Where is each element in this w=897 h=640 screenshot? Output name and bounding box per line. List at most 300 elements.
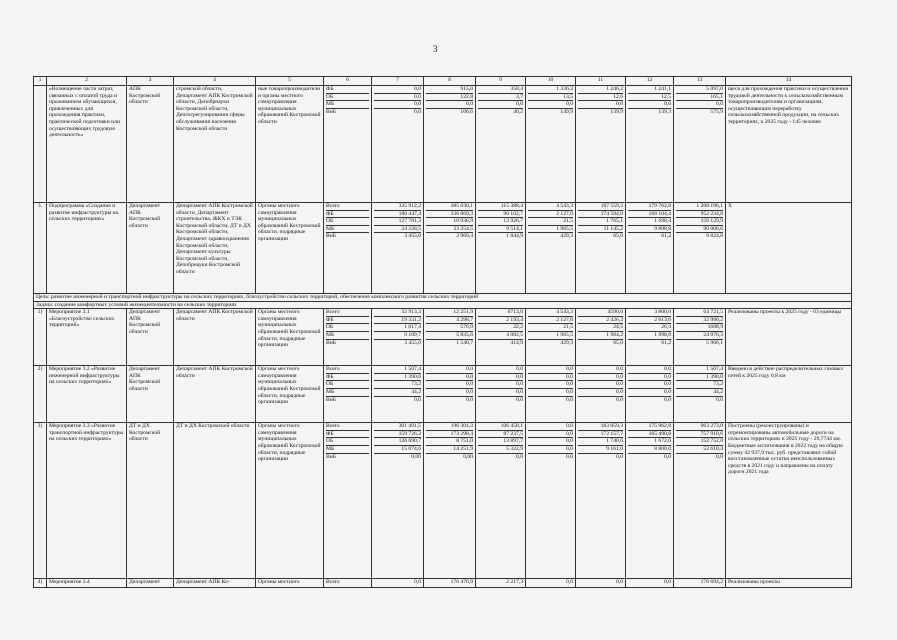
amount-col-13-line: 1 507,4 (676, 366, 723, 374)
amount-col-9-line: 2 193,4 (478, 317, 523, 325)
amount-col-10-line: 0,0 (528, 438, 573, 446)
amount-col-11-line: 65,0 (613, 233, 623, 240)
funding-source (324, 86, 372, 203)
amount-col-13-line: 575,9 (710, 108, 723, 115)
amount-col-11 (576, 366, 626, 423)
row-number: 2) (34, 366, 47, 423)
amount-col-9-line: 115 388,4 (478, 203, 523, 211)
amount-col-10-line: 429,3 (560, 233, 573, 240)
amount-col-12-line: 179 762,8 (628, 203, 671, 211)
amount-col-9 (476, 366, 526, 423)
column-number-cell: 3 (127, 77, 174, 86)
funding-source-line: ВнБ (326, 396, 336, 403)
amount-col-7-line: 19 331,2 (374, 317, 421, 325)
expected-result: Х (726, 203, 852, 294)
amount-col-7-line: 1 507,4 (374, 366, 421, 374)
amount-col-8-line: 173 298,4 (426, 431, 473, 439)
amount-col-13-line: 1688,9 (676, 324, 723, 332)
participants: Органы местного (256, 579, 324, 588)
amount-col-11-line: 0,0 (616, 579, 623, 586)
amount-col-8 (424, 86, 476, 203)
row-number: 1) (34, 309, 47, 366)
amount-col-13 (674, 203, 726, 294)
amount-col-8-line: 5 835,6 (426, 332, 473, 340)
amount-col-10 (526, 203, 576, 294)
amount-col-12-line: 61,2 (661, 233, 671, 240)
funding-source-line: Всего (326, 203, 369, 211)
amount-col-12-line: 0,0 (664, 396, 671, 403)
participants: Органы местного самоуправления муниципальных образований Костромской области, подрядные организации (256, 203, 324, 294)
amount-col-12-line: 0,0 (628, 381, 671, 389)
page-number: 3 (433, 44, 438, 54)
amount-col-11-line: 9 161,0 (578, 446, 623, 454)
amount-col-13-line: 44,2 (676, 389, 723, 397)
measure-name: Мероприятие 3.1 «Благоустройство сельских территорий» (47, 309, 127, 366)
amount-col-10-line: 1 965,5 (528, 332, 573, 340)
funding-source-line: МБ (326, 332, 369, 340)
measure-row (34, 579, 852, 588)
amount-col-12-line: 139,3 (658, 108, 671, 115)
amount-col-10-line: 0,0 (528, 374, 573, 382)
funding-source (324, 309, 372, 366)
funding-source-line: Всего (326, 579, 340, 586)
funding-source-line: МБ (326, 446, 369, 454)
responsible-executor: Департамент (127, 579, 174, 588)
amount-col-11 (576, 86, 626, 203)
amount-col-8-line: 122,8 (426, 94, 473, 102)
amount-col-8-line: 12 251,9 (426, 309, 473, 317)
amount-col-9-line: 13 897,7 (478, 438, 523, 446)
amount-col-9-line: 0,0 (478, 389, 523, 397)
participants: ные товаропроизводители и органы местного самоуправления муниципальных образований Костромской области (256, 86, 324, 203)
amount-col-9-line: 1 844,9 (506, 233, 523, 240)
column-number-cell: 8 (424, 77, 476, 86)
amount-col-12-line: 1 098,8 (628, 332, 671, 340)
funding-source-line: Всего (326, 366, 369, 374)
column-number-cell: 2 (47, 77, 127, 86)
column-number-cell: 14 (726, 77, 852, 86)
amount-col-8-line: 915,0 (426, 86, 473, 94)
amount-col-7-line: 0,00 (411, 453, 421, 460)
amount-col-8-line: 336 869,3 (426, 211, 473, 219)
expected-result: Построены (реконструированы) и отремонтированы автомобильные дороги на сельских территориях к 2025 году - 29,7744 км. Бюджетные ассигнования в 2022 году на общую сумму 42 937,9 тыс. руб. представляют собой восстановленные остатки неиспользованных средств в 2021 году и направлены на оплату дороги 2021 года (726, 423, 852, 579)
amount-col-13-line: 0,0 (676, 101, 723, 109)
co-executors: ДТ и ДХ Костромской области (174, 423, 256, 579)
amount-col-9-line: 358,4 (478, 86, 523, 94)
amount-col-13-line: 24 076,3 (676, 332, 723, 340)
amount-col-8-line: 14 251,9 (426, 446, 473, 454)
funding-source (324, 579, 372, 588)
amount-col-11-line: 187 559,3 (578, 203, 623, 211)
amount-col-11-line: 174 584,0 (578, 211, 623, 219)
amount-col-11-line: 183 059,3 (578, 423, 623, 431)
amount-col-9-line: 0,0 (478, 366, 523, 374)
amount-col-10-line: 4 543,3 (528, 309, 573, 317)
amount-col-12-line: 3 800,0 (628, 309, 671, 317)
amount-col-11 (576, 579, 626, 588)
funding-source-line: ВнБ (326, 453, 336, 460)
column-number-cell: 6 (324, 77, 372, 86)
amount-col-7-line: 15 074,6 (374, 446, 421, 454)
amount-col-11-line: 1 246,2 (578, 86, 623, 94)
amount-col-7-line: 9 109,7 (374, 332, 421, 340)
amount-col-8 (424, 203, 476, 294)
amount-col-12-line: 61,2 (661, 339, 671, 346)
column-number-cell: 7 (372, 77, 424, 86)
row-number (34, 86, 47, 203)
co-executors: Департамент АПК Костромской области (174, 309, 256, 366)
amount-col-8-line: 106,6 (460, 108, 473, 115)
amount-col-7-line: 32 913,3 (374, 309, 421, 317)
amount-col-13-line: 5 097,0 (676, 86, 723, 94)
amount-col-10-line: 0,0 (528, 431, 573, 439)
amount-col-10 (526, 423, 576, 579)
participants: Органы местного самоуправления муниципальных образований Костромской области, подрядные организации (256, 423, 324, 579)
amount-col-11-line: 12,6 (578, 94, 623, 102)
amount-col-13-line: 1 208 196,1 (676, 203, 723, 211)
amount-col-7-line: 24 228,5 (374, 226, 421, 234)
funding-source (324, 203, 372, 294)
funding-source-line: ОБ (326, 94, 369, 102)
amount-col-10-line: 2 127,0 (528, 317, 573, 325)
amount-col-7-line: 0,0 (374, 101, 421, 109)
amount-col-12 (626, 86, 674, 203)
amount-col-10-line: 0,0 (528, 101, 573, 109)
amount-col-9-line: 0,0 (478, 374, 523, 382)
amount-col-11-line: 2 426,3 (578, 317, 623, 325)
amount-col-11 (576, 203, 626, 294)
amount-col-12-line: 2 613,6 (628, 317, 671, 325)
amount-col-8-line: 4 298,7 (426, 317, 473, 325)
amount-col-7 (372, 309, 424, 366)
column-number-cell: 12 (626, 77, 674, 86)
amount-col-12-line: 175 962,8 (628, 423, 671, 431)
measure-name: Подпрограмма «Создание и развитие инфраструктуры на сельских территориях» (47, 203, 127, 294)
amount-col-13-line: 5 966,1 (706, 339, 723, 346)
amount-col-11 (576, 309, 626, 366)
amount-col-8-line: 196 301,3 (426, 423, 473, 431)
amount-col-7-line: 180 447,4 (374, 211, 421, 219)
column-number-cell: 9 (476, 77, 526, 86)
measure-row (34, 366, 852, 423)
program-row (34, 203, 852, 294)
amount-col-9-line: 5 322,9 (478, 446, 523, 454)
amount-col-10-line: 0,0 (566, 396, 573, 403)
amount-col-9-line: 87 237,5 (478, 431, 523, 439)
amount-col-8-line: 0,0 (426, 374, 473, 382)
amount-col-12-line: 0,0 (664, 453, 671, 460)
amount-col-8-line: 0,0 (426, 381, 473, 389)
funding-source-line: ВнБ (326, 233, 336, 240)
amount-col-11-line: 139,9 (610, 108, 623, 115)
amount-col-10-line: 149,9 (560, 108, 573, 115)
amount-col-10-line: 21,5 (528, 324, 573, 332)
amount-col-12-line: 0,0 (628, 389, 671, 397)
funding-source (324, 366, 372, 423)
amount-col-8-line: 0,0 (466, 396, 473, 403)
amount-col-11-line: 65,0 (613, 339, 623, 346)
amount-col-7-line: 73,2 (374, 381, 421, 389)
amount-col-8 (424, 423, 476, 579)
amount-col-10 (526, 579, 576, 588)
amount-col-13-line: 90 006,6 (676, 226, 723, 234)
amount-col-9 (476, 86, 526, 203)
amount-col-7-line: 1 390,0 (374, 374, 421, 382)
amount-col-12 (626, 366, 674, 423)
column-number-cell: 11 (576, 77, 626, 86)
amount-col-7-line: 0,0 (374, 94, 421, 102)
amount-col-8 (424, 309, 476, 366)
amount-col-10-line: 0,0 (566, 579, 573, 586)
amount-col-7 (372, 203, 424, 294)
amount-col-13-line: 52 610,4 (676, 446, 723, 454)
column-number-cell: 10 (526, 77, 576, 86)
column-number-cell: 5 (256, 77, 324, 86)
amount-col-7-line: 301 491,5 (374, 423, 421, 431)
expected-result: Реализованы проекты (726, 579, 852, 588)
amount-col-13-line: 9 824,8 (706, 233, 723, 240)
amount-col-7-line: 0,0 (374, 86, 421, 94)
row-number: 3. (34, 203, 47, 294)
amount-col-13-line: 64 721,5 (676, 309, 723, 317)
amount-col-8 (424, 366, 476, 423)
task-row (34, 301, 852, 309)
amount-col-10-line: 0,0 (528, 389, 573, 397)
amount-col-12-line: 165 490,8 (628, 431, 671, 439)
amount-col-11-line: 0,0 (578, 101, 623, 109)
amount-col-9-line: 40,2 (513, 108, 523, 115)
amount-col-11-line: 24,5 (578, 324, 623, 332)
funding-source-line: ОБ (326, 324, 369, 332)
amount-col-7-line: 159 726,2 (374, 431, 421, 439)
amount-col-8-line: 10 936,9 (426, 218, 473, 226)
amount-col-13-line: 757 910,6 (676, 431, 723, 439)
funding-source-line: ФБ (326, 374, 369, 382)
measure-name: Мероприятие 3.2 «Развитие инженерной инфраструктуры на сельских территориях» (47, 366, 127, 423)
amount-col-12-line: 0,0 (628, 366, 671, 374)
amount-col-12-line: 1 672,0 (628, 438, 671, 446)
amount-col-9 (476, 579, 526, 588)
amount-col-13-line: 0,0 (716, 453, 723, 460)
co-executors: Департамент АПК Ко- (174, 579, 256, 588)
amount-col-13-line: 73,2 (676, 381, 723, 389)
amount-col-13-line: 165,1 (676, 94, 723, 102)
amount-col-13-line: 156 129,9 (676, 218, 723, 226)
amount-col-7-line: 1 017,4 (374, 324, 421, 332)
amount-col-7-line: 126 690,7 (374, 438, 421, 446)
co-executors: Департамент АПК Костромской области, Департамент строительства, ЖКХ и ТЭК Костромской области, ДТ и ДХ Костромской области, Департамент здравоохранения Костромской области, Департамент культуры Костромской области, Депобрнауки Костромской области (174, 203, 256, 294)
participants: Органы местного самоуправления муниципальных образований Костромской области, подрядные организации (256, 366, 324, 423)
amount-col-9-line: 4 082,5 (478, 332, 523, 340)
amount-col-13 (674, 309, 726, 366)
amount-col-12 (626, 579, 674, 588)
amount-col-8-line: 3 969,4 (456, 233, 473, 240)
amount-col-9-line: 0,0 (478, 381, 523, 389)
amount-col-11-line: 1 765,1 (578, 218, 623, 226)
amount-col-11-line: 0,0 (616, 396, 623, 403)
measure-name: Мероприятие 3.3 «Развитие транспортной инфраструктуры на сельских территориях» (47, 423, 127, 579)
amount-col-11-line: 0,0 (578, 381, 623, 389)
amount-col-12 (626, 309, 674, 366)
amount-col-12-line: 12,5 (628, 94, 671, 102)
amount-col-10-line: 429,3 (560, 339, 573, 346)
funding-source-line: ВнБ (326, 108, 336, 115)
program-row (34, 86, 852, 203)
amount-col-8-line: 1 540,7 (456, 339, 473, 346)
amount-col-9 (476, 423, 526, 579)
amount-col-12 (626, 203, 674, 294)
amount-col-7-line: 127 781,3 (374, 218, 421, 226)
amount-col-7-line: 0,0 (414, 396, 421, 403)
amount-col-11-line: 1 984,2 (578, 332, 623, 340)
amount-col-7-line: 0,0 (414, 108, 421, 115)
funding-source-line: ФБ (326, 86, 369, 94)
amount-col-11-line: 0,0 (578, 374, 623, 382)
co-executors: стромской области, Департамент АПК Костромской области, Депобрнауки Костромской области, Депгосрегулирования сферы обслуживания населения Костромской области (174, 86, 256, 203)
funding-source-line: МБ (326, 226, 369, 234)
amount-col-8-line: 0,00 (463, 453, 473, 460)
amount-col-10-line: 1 965,5 (528, 226, 573, 234)
amount-col-12-line: 8 800,0 (628, 446, 671, 454)
amount-col-9-line: 0,0 (516, 453, 523, 460)
amount-col-12-line: 168 104,4 (628, 211, 671, 219)
amount-col-10 (526, 86, 576, 203)
column-number-row (34, 77, 852, 86)
funding-source-line: ФБ (326, 431, 369, 439)
measure-row (34, 309, 852, 366)
amount-col-8-line: 176 476,9 (450, 579, 473, 586)
funding-source-line: ОБ (326, 381, 369, 389)
amount-col-9-line: 6713,0 (478, 309, 523, 317)
amount-col-13-line: 1 390,0 (676, 374, 723, 382)
task-row-text: Задача: создание комфортных условий жизнедеятельности на сельских территориях (34, 301, 852, 309)
expected-result: щеся для прохождения практики и осуществления трудовой деятельности к сельскохозяйственным товаропроизводителям и организациям, осуществляющим переработку сельскохозяйственной продукции, на сельских территориях, к 2025 году - 145 человек (726, 86, 852, 203)
funding-source (324, 423, 372, 579)
amount-col-7-line: 3 455,0 (404, 339, 421, 346)
amount-col-13 (674, 86, 726, 203)
amount-col-9-line: 0,0 (478, 101, 523, 109)
funding-source-line: ВнБ (326, 339, 336, 346)
column-number-cell: 13 (674, 77, 726, 86)
amount-col-10-line: 4 543,3 (528, 203, 573, 211)
funding-source-line: ОБ (326, 438, 369, 446)
funding-source-line: ФБ (326, 211, 369, 219)
responsible-executor: Департамент АПК Костромской области (127, 309, 174, 366)
measure-name: Мероприятие 3.4 (47, 579, 127, 588)
participants: Органы местного самоуправления муниципальных образований Костромской области, подрядные организации (256, 309, 324, 366)
amount-col-9 (476, 309, 526, 366)
amount-col-13-line: 952 234,8 (676, 211, 723, 219)
amount-col-12-line: 26,4 (628, 324, 671, 332)
amount-col-10-line: 21,5 (528, 218, 573, 226)
row-number: 4) (34, 579, 47, 588)
amount-col-9-line: 0,0 (516, 396, 523, 403)
amount-col-12-line: 1 698,4 (628, 218, 671, 226)
amount-col-10-line: 13,5 (528, 94, 573, 102)
column-number-cell: 1 (34, 77, 47, 86)
amount-col-8 (424, 579, 476, 588)
amount-col-9-line: 3,7 (478, 94, 523, 102)
amount-col-11-line: 1 740,6 (578, 438, 623, 446)
responsible-executor: Департамент АПК Костромской области (127, 366, 174, 423)
amount-col-13 (674, 423, 726, 579)
amount-col-8-line: 0,0 (426, 366, 473, 374)
amount-col-8-line: 8 751,0 (426, 438, 473, 446)
column-number-cell: 4 (174, 77, 256, 86)
amount-col-13-line: 963 273,0 (676, 423, 723, 431)
amount-col-12-line: 1 241,1 (628, 86, 671, 94)
amount-col-10-line: 0,0 (566, 453, 573, 460)
amount-col-7 (372, 579, 424, 588)
amount-col-11-line: 0,0 (578, 389, 623, 397)
amount-col-9-line: 9 514,1 (478, 226, 523, 234)
amount-col-13-line: 32 990,2 (676, 317, 723, 325)
responsible-executor: Департамент АПК Костромской области (127, 203, 174, 294)
amount-col-10-line: 1 336,3 (528, 86, 573, 94)
amount-col-11-line: 11 145,2 (578, 226, 623, 234)
funding-source-line: МБ (326, 389, 369, 397)
amount-col-10-line: 0,0 (528, 446, 573, 454)
amount-col-11-line: 4590,0 (578, 309, 623, 317)
amount-col-9-line: 90 102,7 (478, 211, 523, 219)
amount-col-9-line: 22,2 (478, 324, 523, 332)
amount-col-7-line: 0,0 (414, 579, 421, 586)
co-executors: Департамент АПК Костромской области (174, 366, 256, 423)
amount-col-9-line: 13 926,7 (478, 218, 523, 226)
responsible-executor: ДТ и ДХ Костромской области (127, 423, 174, 579)
row-number: 3) (34, 423, 47, 579)
amount-col-7 (372, 86, 424, 203)
program-table (33, 76, 852, 588)
measure-name: «Возмещение части затрат, связанных с оплатой труда и проживанием обучающихся, привлеченных для прохождения практики, практической подготовки или осуществляющих трудовую деятельность» (47, 86, 127, 203)
funding-source-line: МБ (326, 101, 369, 109)
amount-col-7 (372, 423, 424, 579)
amount-col-13-line: 178 694,2 (700, 579, 723, 586)
amount-col-12-line: 0,0 (628, 101, 671, 109)
amount-col-11 (576, 423, 626, 579)
amount-col-12-line: 0,0 (628, 374, 671, 382)
amount-col-13-line: 0,0 (716, 396, 723, 403)
amount-col-9-line: 2 217,3 (506, 579, 523, 586)
funding-source-line: ФБ (326, 317, 369, 325)
amount-col-9-line: 414,9 (510, 339, 523, 346)
amount-col-13 (674, 366, 726, 423)
amount-col-12-line: 9 898,8 (628, 226, 671, 234)
amount-col-7 (372, 366, 424, 423)
amount-col-9-line: 106 458,1 (478, 423, 523, 431)
amount-col-8-line: 33 254,5 (426, 226, 473, 234)
amount-col-8-line: 385 030,1 (426, 203, 473, 211)
responsible-executor: АПК Костромской области (127, 86, 174, 203)
amount-col-12 (626, 423, 674, 579)
expected-result: Реализованы проекты к 2025 году - 63 единицы (726, 309, 852, 366)
amount-col-11-line: 172 157,7 (578, 431, 623, 439)
amount-col-9 (476, 203, 526, 294)
amount-col-8-line: 0,0 (426, 101, 473, 109)
goal-row (34, 294, 852, 302)
amount-col-11-line: 0,0 (578, 366, 623, 374)
amount-col-13-line: 152 752,0 (676, 438, 723, 446)
amount-col-10 (526, 309, 576, 366)
funding-source-line: Всего (326, 423, 369, 431)
amount-col-10-line: 0,0 (528, 381, 573, 389)
amount-col-12-line: 0,0 (664, 579, 671, 586)
amount-col-7-line: 335 912,2 (374, 203, 421, 211)
amount-col-13 (674, 579, 726, 588)
amount-col-7-line: 3 455,0 (404, 233, 421, 240)
expected-result: Введено в действие распределительных газовых сетей к 2025 году 0,8 км (726, 366, 852, 423)
amount-col-11-line: 0,0 (616, 453, 623, 460)
